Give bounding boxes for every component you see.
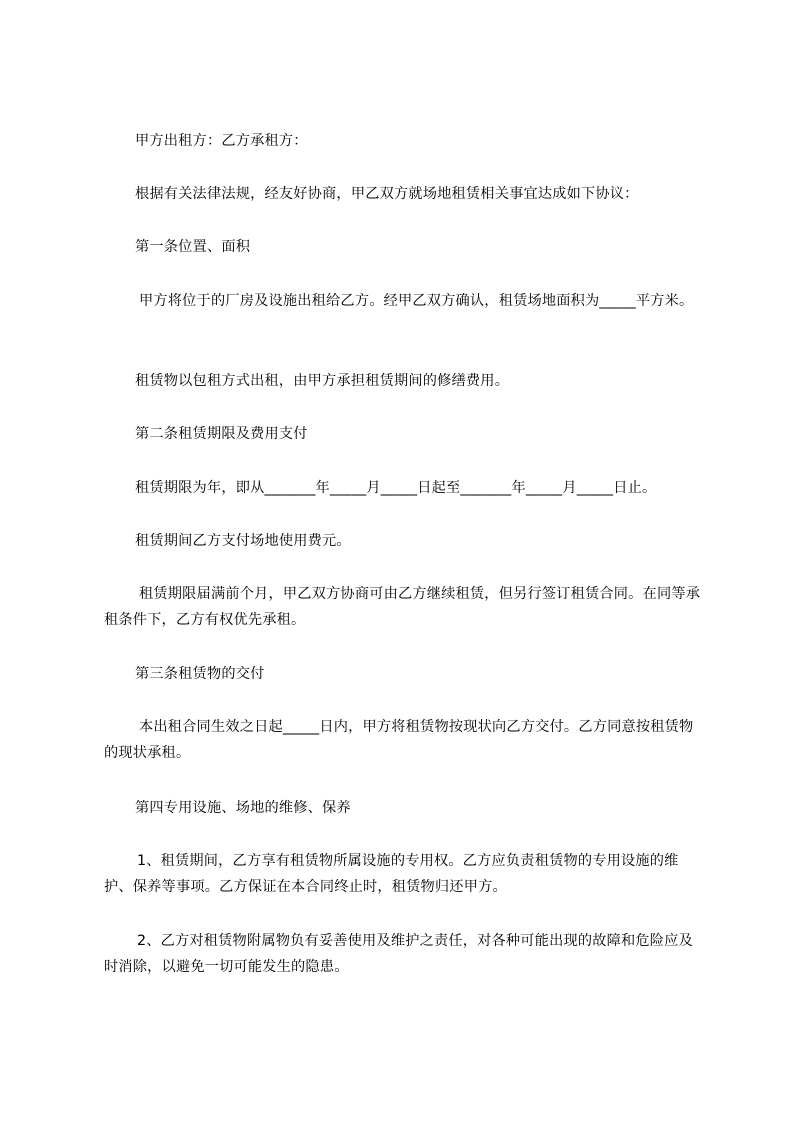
party-line: 甲方出租方：乙方承租方：: [135, 133, 308, 149]
article-1-paragraph-2: 租赁物以包租方式出租，由甲方承担租赁期间的修缮费用。: [135, 373, 510, 389]
article-4-item-2: 2、乙方对租赁物附属物负有妥善使用及维护之责任，对各种可能出现的故障和危险应及时消除，以避免一切可能发生的隐患。: [104, 933, 693, 975]
article-4-heading: 第四专用设施、场地的维修、保养: [135, 800, 351, 816]
article-2-heading: 第二条租赁期限及费用支付: [135, 426, 308, 442]
article-2-paragraph-3: 租赁期限届满前个月，甲乙双方协商可由乙方继续租赁，但另行签订租赁合同。在同等承租条件下，乙方有权优先承租。: [104, 586, 701, 628]
article-2-paragraph-1: 租赁期限为年，即从_______年_____月_____日起至_______年_____月_____日止。: [135, 480, 657, 496]
article-1-heading: 第一条位置、面积: [135, 239, 251, 255]
article-3-heading: 第三条租赁物的交付: [135, 666, 265, 682]
article-3-paragraph-1: 本出租合同生效之日起_____日内，甲方将租赁物按现状向乙方交付。乙方同意按租赁物的现状承租。: [104, 719, 694, 761]
article-1-paragraph-1: 甲方将位于的厂房及设施出租给乙方。经甲乙双方确认，租赁场地面积为_____平方米。: [139, 293, 694, 309]
preamble-paragraph: 根据有关法律法规，经友好协商，甲乙双方就场地租赁相关事宜达成如下协议：: [135, 186, 639, 202]
article-2-paragraph-2: 租赁期间乙方支付场地使用费元。: [135, 533, 351, 549]
article-4-item-1: 1、租赁期间，乙方享有租赁物所属设施的专用权。乙方应负责租赁物的专用设施的维护、保养等事项。乙方保证在本合同终止时，租赁物归还甲方。: [104, 853, 679, 895]
